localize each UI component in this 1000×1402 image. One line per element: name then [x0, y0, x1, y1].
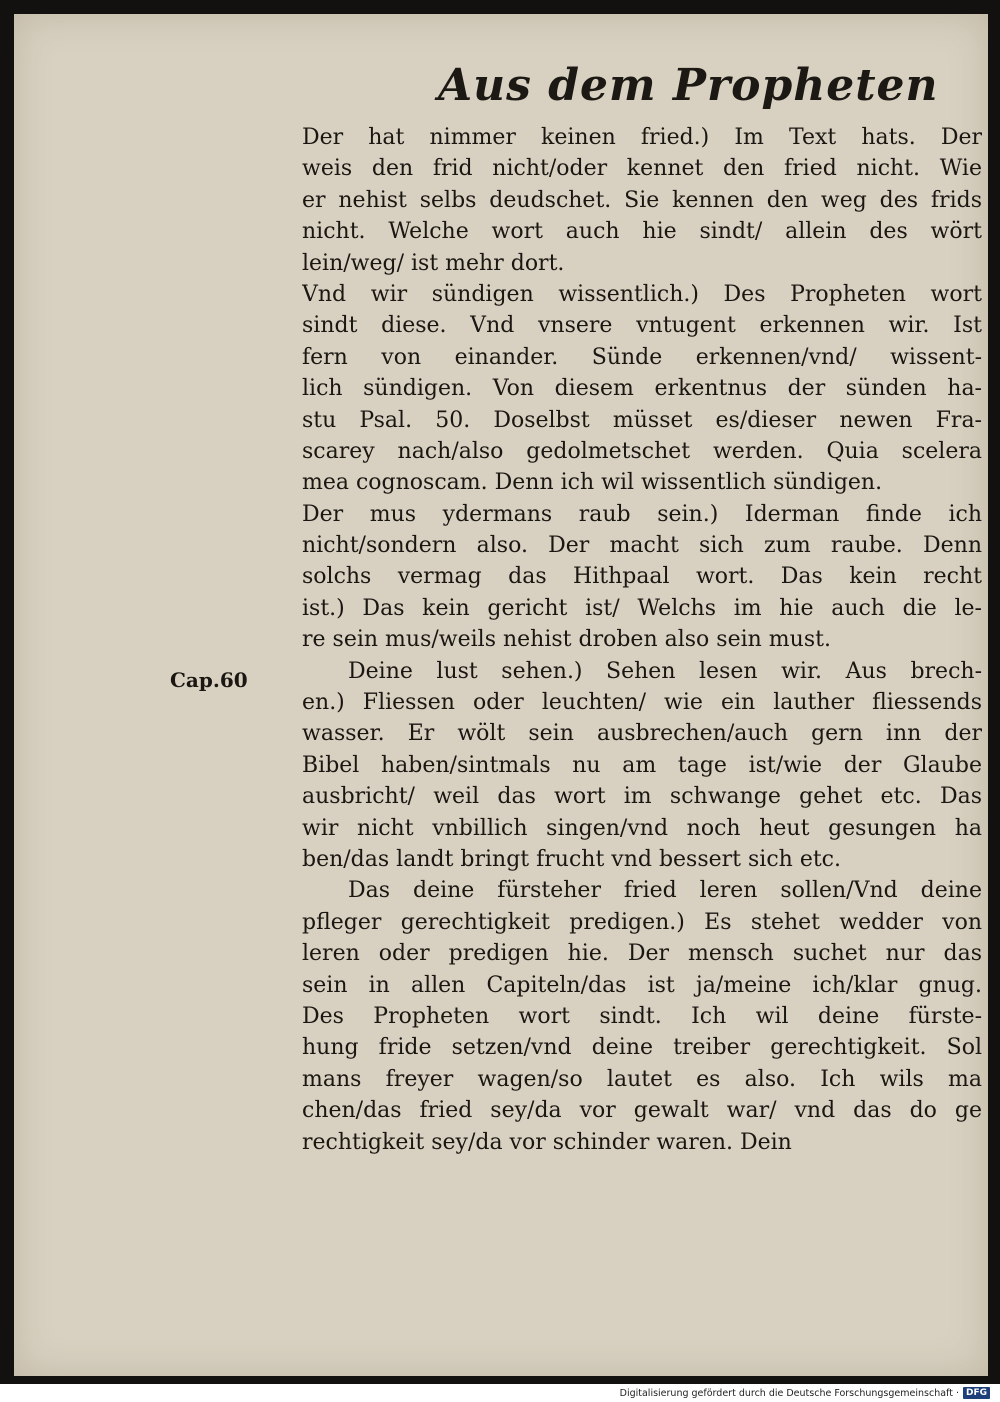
text-line: Des Propheten wort sindt. Ich wil deine fürste-	[302, 1003, 982, 1029]
margin-note-chapter: Cap.60	[170, 668, 248, 692]
text-line: sein in allen Capiteln/das ist ja/meine ich/klar gnug.	[302, 972, 982, 998]
text-line: weis den frid nicht/oder kennet den fried nicht. Wie	[302, 156, 982, 182]
text-line: mea cognoscam. Denn ich wil wissentlich sündigen.	[302, 470, 883, 496]
text-line: Vnd wir sündigen wissentlich.) Des Propheten wort	[302, 281, 982, 307]
text-line: ausbricht/ weil das wort im schwange gehet etc. Das	[302, 784, 982, 810]
text-line: er nehist selbs deudschet. Sie kennen den weg des frids	[302, 187, 982, 213]
text-line: stu Psal. 50. Doselbst müsset es/dieser newen Fra-	[302, 407, 982, 433]
text-line: wasser. Er wölt sein ausbrechen/auch gern inn der	[302, 721, 982, 747]
text-line: Bibel haben/sintmals nu am tage ist/wie der Glaube	[302, 752, 982, 778]
text-line: lich sündigen. Von diesem erkentnus der sünden ha-	[302, 376, 982, 402]
text-line: rechtigkeit sey/da vor schinder waren. Dein	[302, 1129, 792, 1155]
text-line: hung fride setzen/vnd deine treiber gerechtigkeit. Sol	[302, 1035, 982, 1061]
text-line: solchs vermag das Hithpaal wort. Das kein recht	[302, 564, 982, 590]
text-line: pfleger gerechtigkeit predigen.) Es stehet wedder von	[302, 909, 982, 935]
text-line: leren oder predigen hie. Der mensch suchet nur das	[302, 941, 982, 967]
footer-credit: Digitalisierung gefördert durch die Deutsche Forschungsgemeinschaft ·	[619, 1387, 959, 1399]
text-line: Der hat nimmer keinen fried.) Im Text hats. Der	[302, 125, 982, 150]
text-line: ben/das landt bringt frucht vnd bessert sich etc.	[302, 846, 841, 872]
footer	[620, 1386, 990, 1400]
text-block	[302, 122, 982, 1158]
dfg-logo-icon: DFG	[963, 1387, 990, 1399]
text-line: wir nicht vnbillich singen/vnd noch heut gesungen ha	[302, 815, 982, 841]
text-line: nicht. Welche wort auch hie sindt/ allein des wört	[302, 219, 982, 245]
text-line: Das deine fürsteher fried leren sollen/Vnd deine	[348, 878, 982, 904]
book-page	[14, 14, 988, 1376]
text-line: re sein mus/weils nehist droben also sein must.	[302, 627, 831, 653]
text-line: sindt diese. Vnd vnsere vntugent erkennen wir. Ist	[302, 313, 982, 339]
text-line: Deine lust sehen.) Sehen lesen wir. Aus brech-	[348, 658, 982, 684]
text-line: scarey nach/also gedolmetschet werden. Quia scelera	[302, 438, 982, 464]
text-line: ist.) Das kein gericht ist/ Welchs im hie auch die le-	[302, 595, 982, 621]
text-line: Der mus ydermans raub sein.) Iderman finde ich	[302, 501, 982, 527]
text-line: lein/weg/ ist mehr dort.	[302, 250, 565, 276]
running-head: Aus dem Propheten	[438, 60, 939, 111]
text-line: fern von einander. Sünde erkennen/vnd/ wissent-	[302, 344, 982, 370]
text-line: nicht/sondern also. Der macht sich zum raube. Denn	[302, 533, 982, 559]
text-line: mans freyer wagen/so lautet es also. Ich wils ma	[302, 1066, 982, 1092]
text-line: chen/das fried sey/da vor gewalt war/ vnd das do ge	[302, 1098, 982, 1124]
text-line: en.) Fliessen oder leuchten/ wie ein lauther fliessends	[302, 690, 982, 716]
